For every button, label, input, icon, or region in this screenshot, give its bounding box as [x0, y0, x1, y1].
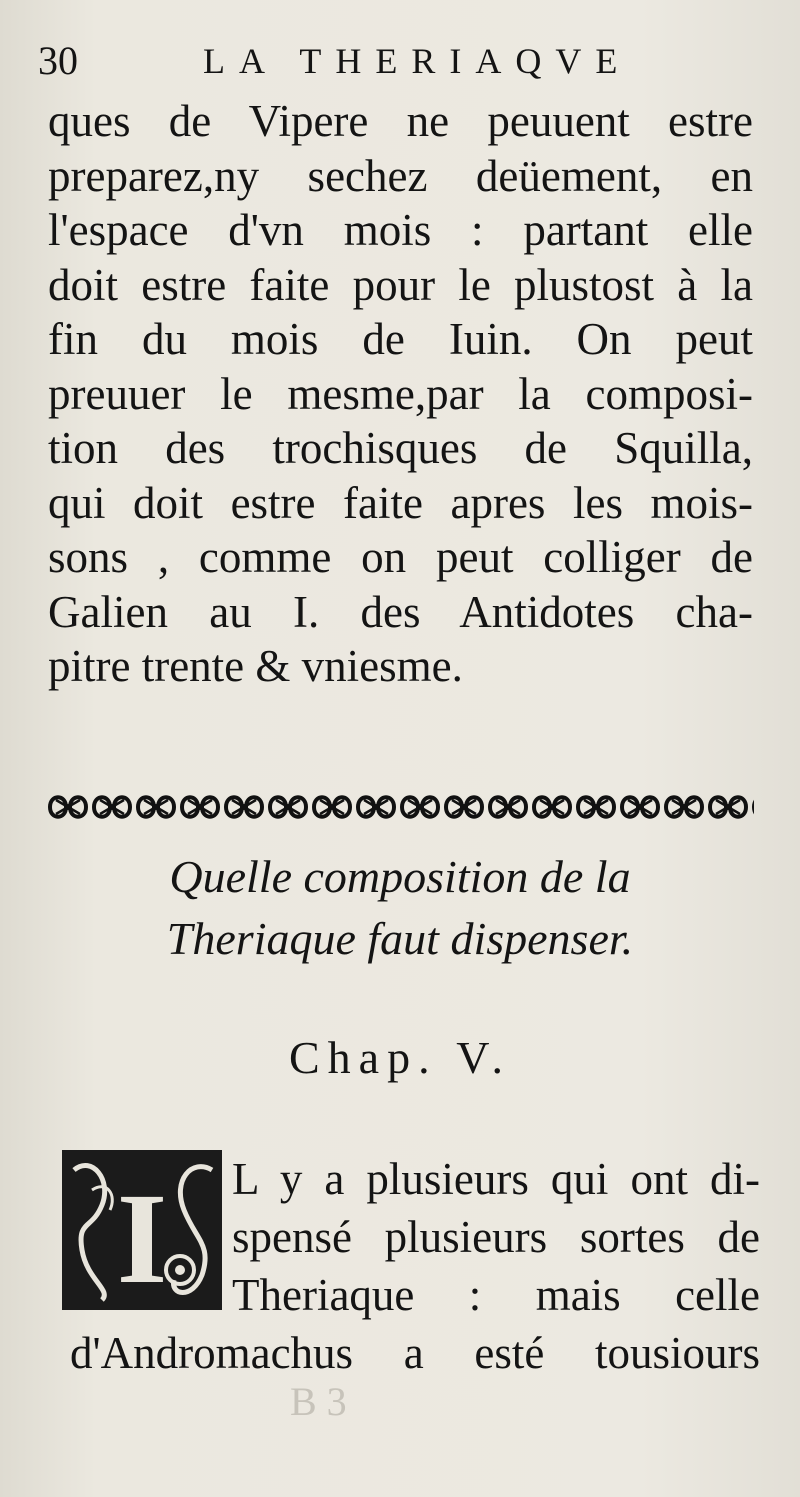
heading-line: Theriaque faut dispenser. — [166, 913, 634, 964]
text-line: sons , comme on peut colliger de — [48, 532, 753, 582]
text-line: spensé plusieurs sortes de — [232, 1212, 760, 1262]
section-heading — [60, 846, 740, 970]
text-line: preparez,ny sechez deüement, en — [48, 150, 753, 201]
text-line: qui doit estre faite apres les mois- — [48, 477, 753, 528]
page-number: 30 — [38, 38, 78, 83]
signature-mark: B 3 — [290, 1379, 347, 1424]
chapter-title: Chap. V. — [288, 1032, 512, 1083]
text-line: d'Andromachus a esté tousiours — [70, 1328, 760, 1378]
text-line: Galien au I. des Antidotes cha- — [48, 586, 753, 637]
heading-line: Quelle composition de la — [169, 851, 631, 902]
page-header — [38, 36, 758, 86]
decorated-initial — [62, 1150, 222, 1310]
svg-text:I: I — [116, 1167, 168, 1310]
ornament-band — [46, 788, 754, 826]
paragraph-1 — [48, 94, 753, 694]
text-line: fin du mois de Iuin. On peut — [48, 314, 753, 364]
text-line: pitre trente & vniesme. — [48, 641, 463, 691]
text-line: ques de Vipere ne peuuent estre — [48, 96, 753, 146]
text-line: l'espace d'vn mois : partant elle — [48, 205, 753, 255]
text-line: L y a plusieurs qui ont di- — [232, 1154, 760, 1204]
paragraph-2 — [232, 1150, 760, 1324]
text-line: tion des trochisques de Squilla, — [48, 423, 753, 473]
text-line: preuuer le mesme,par la composi- — [48, 368, 753, 419]
running-head: LA THERIAQVE — [203, 41, 632, 81]
text-line: Theriaque : mais celle — [232, 1270, 760, 1320]
text-line: doit estre faite pour le plustost à la — [48, 259, 753, 310]
paragraph-2-continued — [70, 1324, 760, 1382]
